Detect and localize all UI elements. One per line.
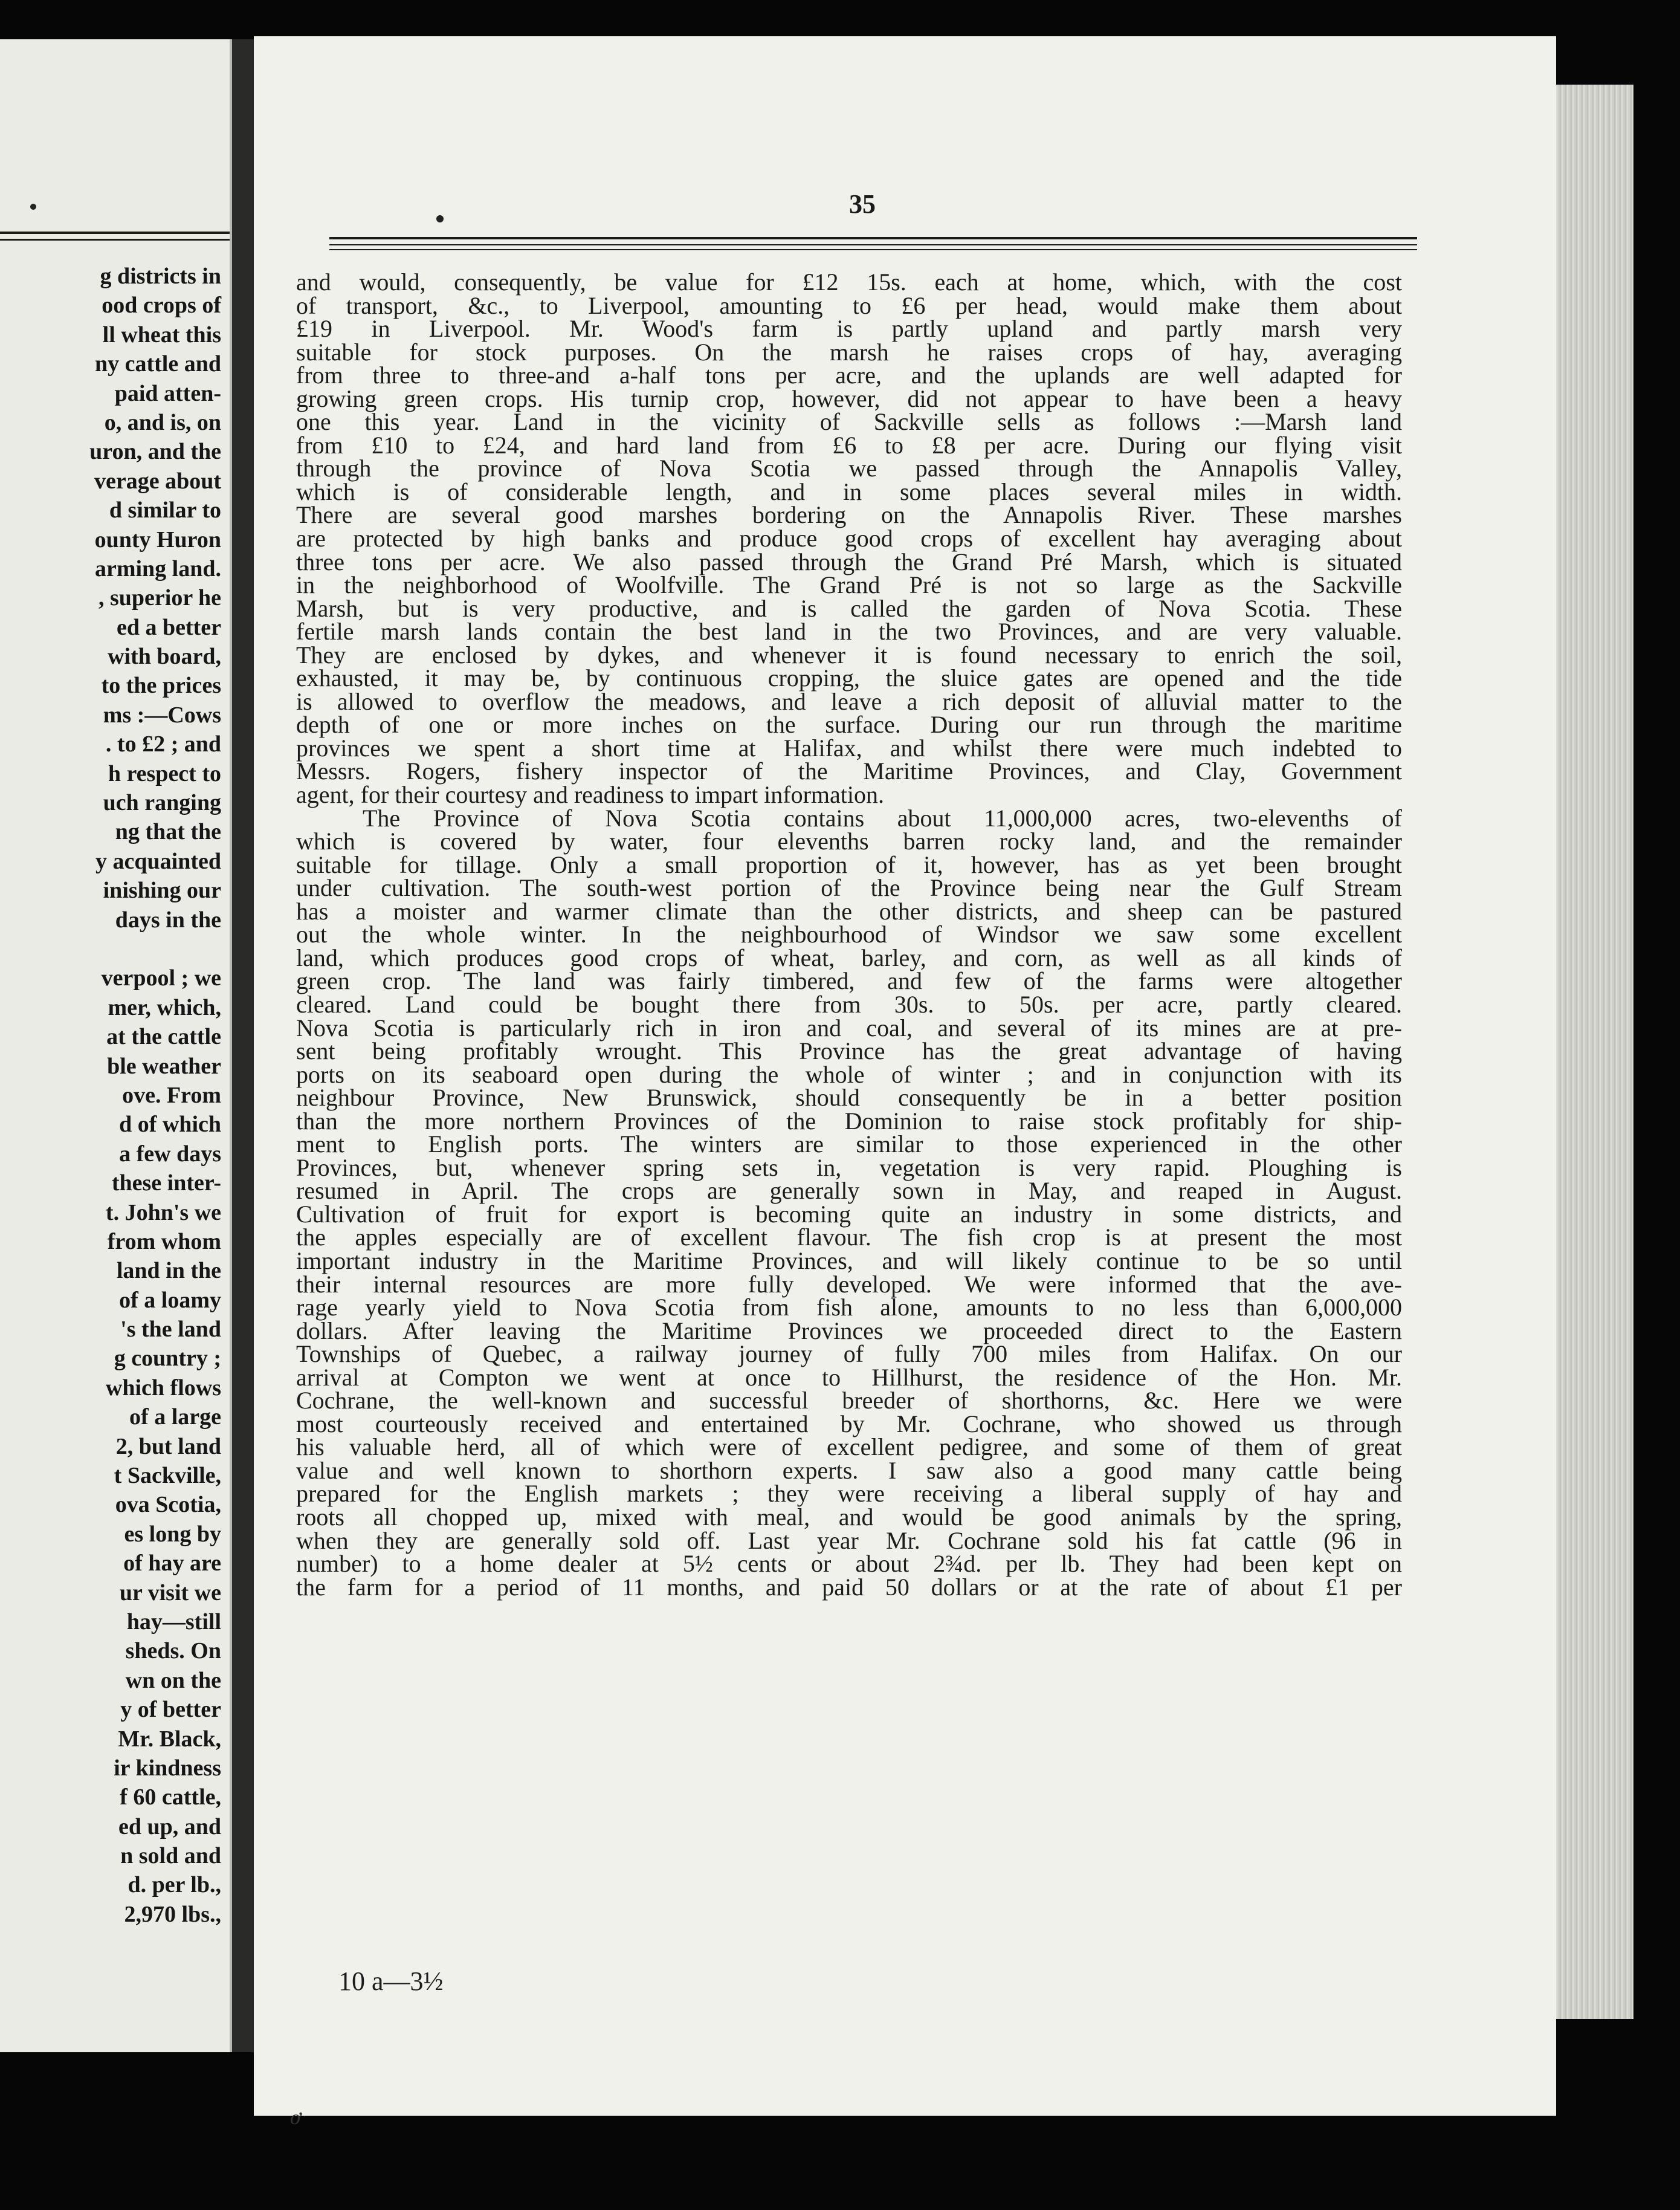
corner-mark: ơ	[290, 2107, 302, 2129]
body-line: most courteously received and entertained by Mr. Cochrane, who showed us through	[296, 1410, 1402, 1437]
left-page-line: verage about	[94, 468, 221, 494]
left-page-line: to the prices	[101, 673, 221, 699]
left-page-line: ll wheat this	[102, 322, 221, 348]
body-line: resumed in April. The crops are generally sown in May, and reaped in August.	[296, 1177, 1402, 1205]
left-page-line: land in the	[116, 1258, 221, 1284]
body-line: land, which produces good crops of wheat, barley, and corn, as well as all kinds of	[296, 944, 1402, 971]
body-line: one this year. Land in the vicinity of Sackville sells as follows :—Marsh land	[296, 408, 1402, 436]
body-line: of transport, &c., to Liverpool, amounting to £6 per head, would make them about	[296, 291, 1402, 319]
left-page-line: . to £2 ; and	[105, 731, 221, 757]
body-line: Townships of Quebec, a railway journey of fully 700 miles from Halifax. On our	[296, 1340, 1402, 1368]
header-dot-mark	[436, 215, 444, 222]
body-line: cleared. Land could be bought there from 30s. to 50s. per acre, partly cleared.	[296, 990, 1402, 1018]
left-page-line: verpool ; we	[101, 965, 221, 991]
left-dot-mark	[30, 204, 36, 210]
body-line: from three to three-and a-half tons per acre, and the uplands are well adapted for	[296, 361, 1402, 389]
body-line: dollars. After leaving the Maritime Provinces we proceeded direct to the Eastern	[296, 1317, 1402, 1344]
body-line: green crop. The land was fairly timbered, and few of the farms were altogether	[296, 967, 1402, 995]
left-page-text	[89, 262, 221, 1929]
body-line: neighbour Province, New Brunswick, should consequently be in a better position	[296, 1084, 1402, 1112]
left-page-line: arming land.	[94, 556, 221, 582]
page-number: 35	[849, 189, 876, 219]
body-line: the apples especially are of excellent flavour. The fish crop is at present the most	[296, 1223, 1402, 1251]
left-page-line: inishing our	[103, 878, 221, 904]
body-line: when they are generally sold off. Last year Mr. Cochrane sold his fat cattle (96 in	[296, 1526, 1402, 1554]
left-page-line: paid atten-	[114, 380, 221, 406]
left-page-line: f 60 cattle,	[120, 1784, 221, 1810]
left-page-line: sheds. On	[125, 1638, 221, 1664]
body-line: sent being profitably wrought. This Province has the great advantage of having	[296, 1037, 1402, 1065]
body-line: There are several good marshes bordering on the Annapolis River. These marshes	[296, 501, 1402, 529]
left-page-line: Mr. Black,	[118, 1726, 221, 1752]
left-header-rule-thin	[0, 239, 230, 241]
body-line: Cultivation of fruit for export is becoming quite an industry in some districts, and	[296, 1200, 1402, 1228]
left-page-line: at the cattle	[106, 1024, 221, 1050]
body-line: provinces we spent a short time at Halifax, and whilst there were much indebted to	[296, 734, 1402, 762]
body-line: The Province of Nova Scotia contains about 11,000,000 acres, two-elevenths of	[363, 804, 1402, 832]
left-header-rule	[0, 232, 230, 234]
left-page-line: ny cattle and	[95, 351, 221, 377]
body-line: from £10 to £24, and hard land from £6 to £8 per acre. During our flying visit	[296, 431, 1402, 459]
left-page-line: ir kindness	[114, 1755, 221, 1781]
left-page-line: g districts in	[100, 264, 221, 289]
body-line: fertile marsh lands contain the best land in the two Provinces, and are very valuable.	[296, 618, 1402, 646]
signature-mark: 10 a—3½	[338, 1966, 444, 1996]
left-page-line: es long by	[124, 1521, 221, 1547]
body-line: ment to English ports. The winters are similar to those experienced in the other	[296, 1130, 1402, 1158]
body-line: £19 in Liverpool. Mr. Wood's farm is partly upland and partly marsh very	[296, 315, 1402, 343]
body-line: arrival at Compton we went at once to Hillhurst, the residence of the Hon. Mr.	[296, 1363, 1402, 1391]
left-page-line: 2,970 lbs.,	[124, 1901, 221, 1927]
left-page-line: from whom	[107, 1228, 221, 1254]
left-page-line: ova Scotia,	[115, 1492, 221, 1518]
body-line: is allowed to overflow the meadows, and leave a rich deposit of alluvial matter to the	[296, 687, 1402, 715]
body-line: Nova Scotia is particularly rich in iron and coal, and several of its mines are at pre-	[296, 1014, 1402, 1042]
left-page-line: these inter-	[111, 1170, 221, 1196]
left-page-line: of a large	[129, 1404, 221, 1430]
left-page-line: ng that the	[115, 819, 221, 845]
left-page-line: n sold and	[120, 1843, 221, 1869]
left-page-line: d. per lb.,	[128, 1872, 221, 1898]
left-page-line: t Sackville,	[114, 1463, 221, 1489]
body-line: number) to a home dealer at 5½ cents or about 2¾d. per lb. They had been kept on	[296, 1550, 1402, 1578]
left-page-line: of hay are	[123, 1551, 221, 1576]
left-page-line: t. John's we	[105, 1199, 221, 1225]
body-line: growing green crops. His turnip crop, however, did not appear to have been a heavy	[296, 384, 1402, 412]
left-page-line	[89, 935, 221, 964]
left-page-line: with board,	[108, 644, 221, 670]
left-page-line: ounty Huron	[94, 527, 221, 552]
body-line: their internal resources are more fully developed. We were informed that the ave-	[296, 1270, 1402, 1298]
body-line: rage yearly yield to Nova Scotia from fish alone, amounts to no less than 6,000,000	[296, 1294, 1402, 1321]
body-line: which is covered by water, four elevenths barren rocky land, and the remainder	[296, 828, 1402, 855]
left-page-line: which flows	[105, 1375, 221, 1401]
left-page-line: uch ranging	[103, 790, 221, 816]
left-page-line: wn on the	[125, 1667, 221, 1693]
left-page-line: , superior he	[98, 585, 221, 611]
body-line: Messrs. Rogers, fishery inspector of the Maritime Provinces, and Clay, Government	[296, 757, 1402, 785]
left-page-line: y acquainted	[95, 848, 221, 874]
body-line: important industry in the Maritime Provinces, and will likely continue to be so until	[296, 1246, 1402, 1274]
left-page-line: h respect to	[108, 760, 221, 786]
left-page-line: ms :—Cows	[103, 702, 221, 728]
body-line: Marsh, but is very productive, and is called the garden of Nova Scotia. These	[296, 594, 1402, 622]
book-gutter	[232, 39, 254, 2052]
left-page-line: mer, which,	[108, 994, 221, 1020]
left-page-line: ood crops of	[102, 293, 221, 319]
body-line: Provinces, but, whenever spring sets in, vegetation is very rapid. Ploughing is	[296, 1153, 1402, 1181]
left-page-line: a few days	[119, 1141, 221, 1167]
body-line: suitable for stock purposes. On the marsh he raises crops of hay, averaging	[296, 338, 1402, 366]
left-page-line: of a loamy	[119, 1287, 221, 1313]
body-line: prepared for the English markets ; they were receiving a liberal supply of hay and	[296, 1480, 1402, 1508]
left-page-line: d of which	[119, 1112, 221, 1138]
body-line: depth of one or more inches on the surface. During our run through the maritime	[296, 711, 1402, 739]
body-line: suitable for tillage. Only a small proportion of it, however, has as yet been brought	[296, 851, 1402, 878]
body-line: the farm for a period of 11 months, and paid 50 dollars or at the rate of about £1 per	[296, 1573, 1402, 1601]
left-page-line: ble weather	[107, 1053, 221, 1079]
body-line: value and well known to shorthorn experts. I saw also a good many cattle being	[296, 1456, 1402, 1484]
body-line: through the province of Nova Scotia we passed through the Annapolis Valley,	[296, 455, 1402, 482]
body-line: three tons per acre. We also passed through the Grand Pré Marsh, which is situated	[296, 548, 1402, 575]
left-page-line: ed up, and	[118, 1813, 221, 1839]
left-page-line: days in the	[115, 907, 221, 933]
header-rule-thick	[329, 237, 1417, 239]
left-page-line: 2, but land	[115, 1433, 221, 1459]
left-page-line: g country ;	[114, 1346, 221, 1372]
left-page-line: y of better	[120, 1697, 221, 1723]
body-line: than the more northern Provinces of the Dominion to raise stock profitably for ship-	[296, 1107, 1402, 1135]
left-page-line: ed a better	[116, 614, 221, 640]
left-page-line: ur visit we	[119, 1580, 221, 1606]
left-page-line: d similar to	[109, 497, 221, 523]
body-line: which is of considerable length, and in some places several miles in width.	[296, 478, 1402, 505]
header-rule-thin	[329, 244, 1417, 245]
body-line: Cochrane, the well-known and successful breeder of shorthorns, &c. Here we were	[296, 1387, 1402, 1414]
body-line: They are enclosed by dykes, and whenever it is found necessary to enrich the soil,	[296, 641, 1402, 669]
left-page-line: o, and is, on	[104, 409, 221, 435]
body-line: ports on its seaboard open during the whole of winter ; and in conjunction with its	[296, 1060, 1402, 1088]
left-page-line: 's the land	[120, 1317, 221, 1343]
left-page-line: uron, and the	[89, 439, 221, 465]
left-page-fragment	[0, 39, 232, 2052]
body-line: out the whole winter. In the neighbourhood of Windsor we saw some excellent	[296, 921, 1402, 948]
body-line: roots all chopped up, mixed with meal, and would be good animals by the spring,	[296, 1503, 1402, 1531]
header-rule-thin-2	[329, 249, 1417, 250]
left-page-line: ove. From	[122, 1082, 221, 1108]
body-line: in the neighborhood of Woolfville. The Grand Pré is not so large as the Sackville	[296, 571, 1402, 599]
body-line: his valuable herd, all of which were of excellent pedigree, and some of them of great	[296, 1433, 1402, 1461]
body-line: exhausted, it may be, by continuous cropping, the sluice gates are opened and the tide	[296, 664, 1402, 692]
left-page-line: hay—still	[126, 1609, 221, 1635]
body-line: under cultivation. The south-west portion of the Province being near the Gulf Stream	[296, 874, 1402, 902]
body-line: agent, for their courtesy and readiness to impart information.	[296, 781, 885, 809]
body-line: has a moister and warmer climate than the other districts, and sheep can be pastured	[296, 897, 1402, 925]
page-body-text	[296, 268, 1420, 1601]
body-line: are protected by high banks and produce good crops of excellent hay averaging about	[296, 525, 1402, 552]
body-line: and would, consequently, be value for £12 15s. each at home, which, with the cost	[296, 268, 1402, 296]
